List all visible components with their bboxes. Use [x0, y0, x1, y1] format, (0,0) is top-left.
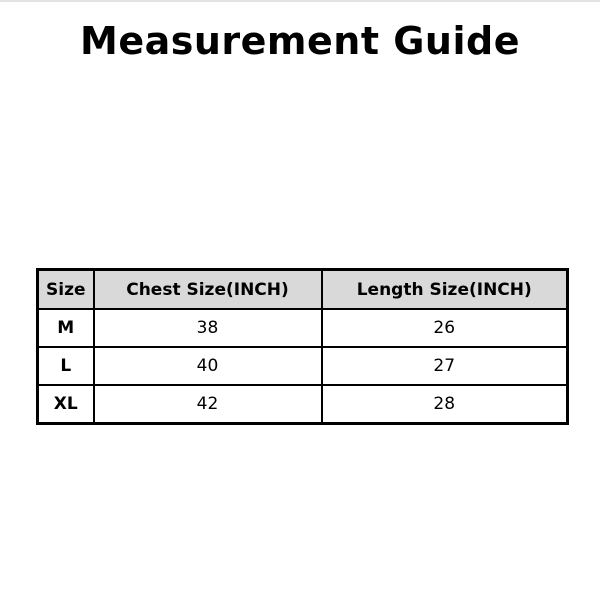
- table-row: [38, 347, 568, 385]
- table-header: [38, 270, 568, 310]
- chest-cell: 38: [94, 309, 322, 347]
- size-chart-table: [36, 268, 569, 425]
- header-chest-size: Chest Size(INCH): [94, 270, 322, 310]
- chest-cell: 42: [94, 385, 322, 424]
- size-cell: XL: [38, 385, 94, 424]
- table-body: [38, 309, 568, 424]
- size-cell: M: [38, 309, 94, 347]
- chest-cell: 40: [94, 347, 322, 385]
- page-title: Measurement Guide: [80, 19, 520, 63]
- table-row: [38, 309, 568, 347]
- length-cell: 28: [322, 385, 568, 424]
- table-row: [38, 385, 568, 424]
- header-row: [38, 270, 568, 310]
- header-length-size: Length Size(INCH): [322, 270, 568, 310]
- length-cell: 27: [322, 347, 568, 385]
- length-cell: 26: [322, 309, 568, 347]
- top-divider: [0, 0, 600, 2]
- size-cell: L: [38, 347, 94, 385]
- header-size: Size: [38, 270, 94, 310]
